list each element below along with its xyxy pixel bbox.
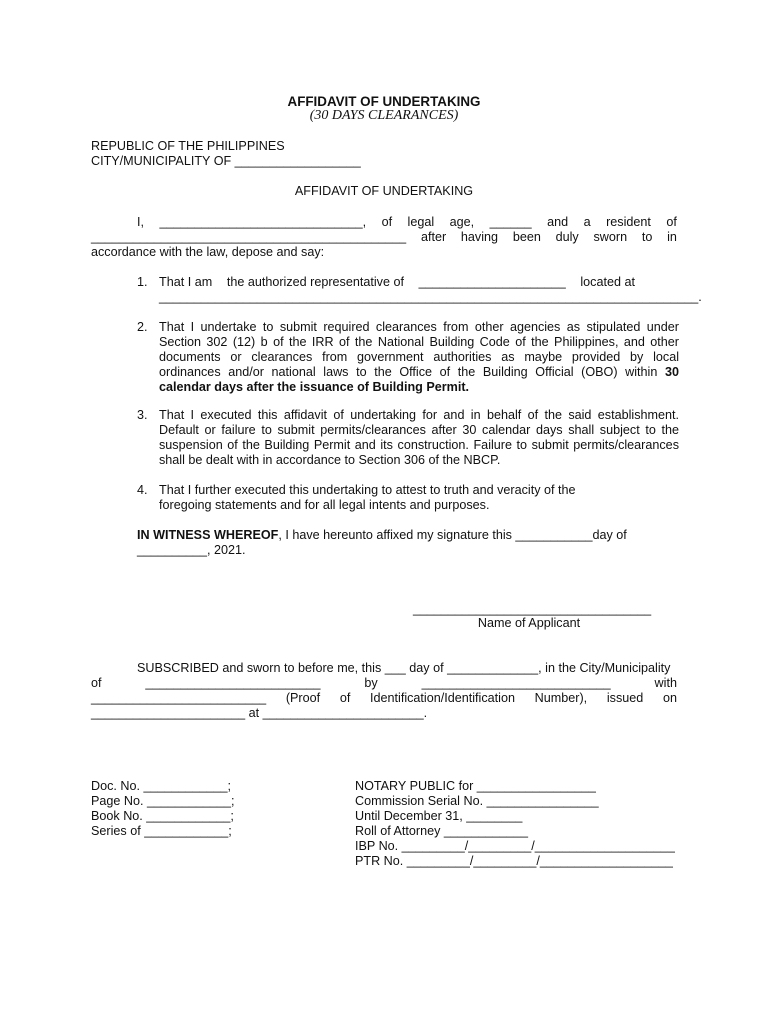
item-3-number: 3. <box>137 408 148 422</box>
item-4-text: That I further executed this undertaking to attest to truth and veracity of the foregoing statements and for all legal intents and purposes. <box>159 483 576 512</box>
witness-line-2: __________, 2021. <box>137 543 246 557</box>
page-number: Page No. ____________; <box>91 794 235 808</box>
document-title: AFFIDAVIT OF UNDERTAKING <box>287 94 481 109</box>
intro-line-2: _____________________________________________ after having been duly sworn to in <box>91 230 677 244</box>
until-december: Until December 31, ________ <box>355 809 523 823</box>
item-2-text: That I undertake to submit required clearances from other agencies as stipulated under Section 302 (12) b of the IRR of the National Building Code of the Philippines, and other documents or clearances from government authorities as maybe provided by local ordinances and/or national laws to the Office of the Building Official (OBO) within 30 calendar days after the issuance of Building Permit. <box>159 320 680 394</box>
book-number: Book No. ____________; <box>91 809 234 823</box>
republic-line: REPUBLIC OF THE PHILIPPINES <box>91 139 285 153</box>
intro-line-3: accordance with the law, depose and say: <box>91 245 325 259</box>
intro-line-1: I, _____________________________, of legal age, ______ and a resident of <box>137 215 677 229</box>
document-subtitle: (30 DAYS CLEARANCES) <box>309 108 459 123</box>
item-2-bold-text: 30 calendar days after the issuance of Building Permit. <box>159 365 680 394</box>
signature-line: __________________________________ <box>413 602 652 616</box>
section-heading: AFFIDAVIT OF UNDERTAKING <box>294 184 474 198</box>
notary-public-for: NOTARY PUBLIC for _________________ <box>355 779 596 793</box>
doc-number: Doc. No. ____________; <box>91 779 232 793</box>
series-of: Series of ____________; <box>91 824 232 838</box>
item-3-text: That I executed this affidavit of undertaking for and in behalf of the said establishment. Default or failure to submit permits/clearances after 30 calendar days shall subject to the suspension of the Building Permit and its construction. Failure to submit permits/clearances shall be dealt with in accordance to Section 306 of the NBCP. <box>159 408 679 467</box>
roll-of-attorney: Roll of Attorney ____________ <box>355 824 528 838</box>
subscribed-line-3: _________________________ (Proof of Identification/Identification Number), issued on <box>91 691 677 705</box>
commission-serial: Commission Serial No. ________________ <box>355 794 599 808</box>
subscribed-line-1: SUBSCRIBED and sworn to before me, this ___ day of _____________, in the City/Municipality <box>137 661 671 675</box>
item-2-number: 2. <box>137 320 148 334</box>
signature-label: Name of Applicant <box>477 616 581 630</box>
subscribed-line-4: ______________________ at _______________________. <box>91 706 428 720</box>
ptr-number: PTR No. _________/_________/___________________ <box>355 854 673 868</box>
item-1-line-1: That I am the authorized representative of _____________________ located at <box>159 275 635 289</box>
subscribed-line-2: of _________________________ by ___________________________ with <box>91 676 677 690</box>
item-1-line-2: _____________________________________________________________________________. <box>159 290 702 304</box>
ibp-number: IBP No. _________/_________/____________________ <box>355 839 675 853</box>
city-line: CITY/MUNICIPALITY OF __________________ <box>91 154 361 168</box>
item-4-number: 4. <box>137 483 148 497</box>
witness-line-1: IN WITNESS WHEREOF, I have hereunto affixed my signature this ___________day of <box>137 528 627 542</box>
item-1-number: 1. <box>137 275 148 289</box>
